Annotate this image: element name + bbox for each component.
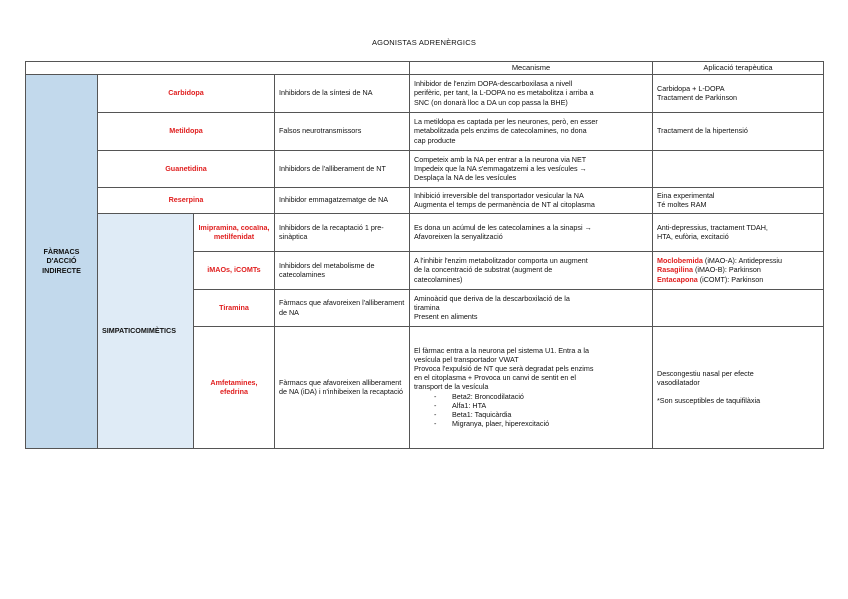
mechanism-cell bbox=[410, 251, 653, 289]
mechanism-line: SNC (on donarà lloc a DA un cop passa la BHE) bbox=[414, 97, 568, 107]
application-line bbox=[657, 256, 819, 265]
mechanism-cell bbox=[410, 112, 653, 150]
header-empty bbox=[26, 62, 410, 75]
drug-name: Imipramina, cocaïna, metilfenidat bbox=[194, 213, 275, 251]
drug-name: Tiramina bbox=[194, 289, 275, 326]
application-line: Carbidopa + L-DOPA bbox=[657, 83, 725, 93]
application-detail: (iCOMT): Parkinson bbox=[697, 274, 764, 284]
application-line: Té moltes RAM bbox=[657, 200, 707, 210]
application-cell bbox=[653, 150, 824, 187]
application-detail: (iMAO-B): Parkinson bbox=[692, 265, 761, 275]
mechanism-line: metabolitzada pels enzims de catecolamines, no dona bbox=[414, 126, 587, 136]
drug-name: Amfetamines, efedrina bbox=[194, 326, 275, 448]
mechanism-line: transport de la vesícula bbox=[414, 382, 489, 392]
table-row-imipramina bbox=[26, 213, 824, 251]
mechanism-line: Es dona un acúmul de les catecolamines a la sinapsi → bbox=[414, 222, 592, 232]
application-line bbox=[657, 275, 819, 284]
mechanism-line: Provoca l'expulsió de NT que serà degradat pels enzims bbox=[414, 364, 594, 374]
application-cell bbox=[653, 187, 824, 213]
table-row-carbidopa bbox=[26, 74, 824, 112]
drug-name: Carbidopa bbox=[98, 74, 275, 112]
table-row-metildopa bbox=[26, 112, 824, 150]
mechanism-line: La metildopa es captada per les neurones, però, en esser bbox=[414, 117, 598, 127]
application-detail: (iMAO-A): Antidepressiu bbox=[702, 256, 783, 266]
subgroup-label: SIMPATICOMIMÈTICS bbox=[98, 213, 194, 448]
drug-highlight: Rasagilina bbox=[657, 265, 693, 275]
mechanism-cell bbox=[410, 326, 653, 448]
drug-type: Inhibidors de la síntesi de NA bbox=[275, 74, 410, 112]
application-cell bbox=[653, 289, 824, 326]
mechanism-line: tiramina bbox=[414, 302, 440, 312]
mechanism-cell bbox=[410, 150, 653, 187]
mechanism-line: catecolamines) bbox=[414, 274, 463, 284]
list-item: - Alfa1: HTA bbox=[436, 401, 648, 410]
mechanism-line: El fàrmac entra a la neurona pel sistema U1. Entra a la bbox=[414, 345, 589, 355]
drug-type: Inhibidors del metabolisme de catecolamines bbox=[275, 251, 410, 289]
list-item: - Beta2: Broncodilatació bbox=[436, 392, 648, 401]
mechanism-line: Augmenta el temps de permanència de NT al citoplasma bbox=[414, 200, 595, 210]
mechanism-line: perifèric, per tant, la L-DOPA no es metabolitza i arriba a bbox=[414, 88, 594, 98]
mechanism-cell bbox=[410, 213, 653, 251]
application-cell bbox=[653, 213, 824, 251]
application-cell bbox=[653, 326, 824, 448]
application-line: HTA, eufòria, excitació bbox=[657, 232, 729, 242]
group-label-line: FÀRMACS bbox=[43, 247, 80, 257]
group-label-cell bbox=[26, 74, 98, 448]
header-application: Aplicació terapèutica bbox=[653, 62, 824, 75]
mechanism-line: de la concentració de substrat (augment de bbox=[414, 265, 553, 275]
mechanism-line: A l'inhibir l'enzim metabolitzador comporta un augment bbox=[414, 256, 588, 266]
document-title: AGONISTAS ADRENÈRGICS bbox=[371, 38, 477, 47]
mechanism-cell bbox=[410, 74, 653, 112]
application-note: *Son susceptibles de taquifilàxia bbox=[657, 396, 761, 406]
drug-type: Inhibidors de l'alliberament de NT bbox=[275, 150, 410, 187]
drug-type: Fàrmacs que afavoreixen alliberament de NA (iDA) i n'inhibeixen la recaptació bbox=[275, 326, 410, 448]
application-cell bbox=[653, 251, 824, 289]
list-item: - Migranya, plaer, hiperexcitació bbox=[436, 419, 648, 428]
mechanism-line: Competeix amb la NA per entrar a la neurona via NET bbox=[414, 154, 587, 164]
table-row-reserpina bbox=[26, 187, 824, 213]
application-line: Tractament de Parkinson bbox=[657, 93, 738, 103]
drug-name: Reserpina bbox=[98, 187, 275, 213]
mechanism-line: Inhibició irreversible del transportador vesicular la NA bbox=[414, 190, 584, 200]
application-line: Tractament de la hipertensió bbox=[657, 126, 748, 136]
mechanism-line: en el citoplasma + Provoca un canvi de sentit en el bbox=[414, 373, 577, 383]
application-line: vasodilatador bbox=[657, 377, 700, 387]
list-item: - Beta1: Taquicàrdia bbox=[436, 410, 648, 419]
mechanism-line: Aminoàcid que deriva de la descarboxilació de la bbox=[414, 293, 570, 303]
mechanism-cell bbox=[410, 187, 653, 213]
drug-highlight: Moclobemida bbox=[657, 256, 703, 266]
mechanism-line: Desplaça la NA de les vesícules bbox=[414, 173, 517, 183]
drug-type: Inhibidor emmagatzematge de NA bbox=[275, 187, 410, 213]
drug-type: Inhibidors de la recaptació 1 pre-sinàptica bbox=[275, 213, 410, 251]
mechanism-line: vesícula pel transportador VWAT bbox=[414, 354, 519, 364]
mechanism-line: Afavoreixen la senyalització bbox=[414, 232, 503, 242]
drug-name: Metildopa bbox=[98, 112, 275, 150]
application-line: Anti-depressius, tractament TDAH, bbox=[657, 222, 768, 232]
drug-type: Falsos neurotransmissors bbox=[275, 112, 410, 150]
group-label-line: D'ACCIÓ bbox=[46, 256, 77, 266]
application-line bbox=[657, 265, 819, 274]
drug-name: Guanetidina bbox=[98, 150, 275, 187]
mechanism-line: cap producte bbox=[414, 135, 456, 145]
effects-list bbox=[414, 392, 648, 429]
mechanism-line: Present en aliments bbox=[414, 312, 478, 322]
application-line: Eina experimental bbox=[657, 190, 715, 200]
mechanism-line: Impedeix que la NA s'emmagatzemi a les vesícules → bbox=[414, 163, 587, 173]
application-line: Descongestiu nasal per efecte bbox=[657, 368, 754, 378]
spacer bbox=[657, 387, 819, 396]
drug-name: iMAOs, iCOMTs bbox=[194, 251, 275, 289]
group-label-line: INDIRECTE bbox=[42, 265, 81, 275]
drug-type: Fàrmacs que afavoreixen l'alliberament de NA bbox=[275, 289, 410, 326]
mechanism-line: Inhibidor de l'enzim DOPA-descarboxilasa a nivell bbox=[414, 79, 573, 89]
application-cell bbox=[653, 74, 824, 112]
mechanism-cell bbox=[410, 289, 653, 326]
application-cell bbox=[653, 112, 824, 150]
header-mechanism: Mecanisme bbox=[410, 62, 653, 75]
drug-highlight: Entacapona bbox=[657, 274, 698, 284]
adrenergic-agonists-table bbox=[25, 61, 824, 449]
table-row-guanetidina bbox=[26, 150, 824, 187]
